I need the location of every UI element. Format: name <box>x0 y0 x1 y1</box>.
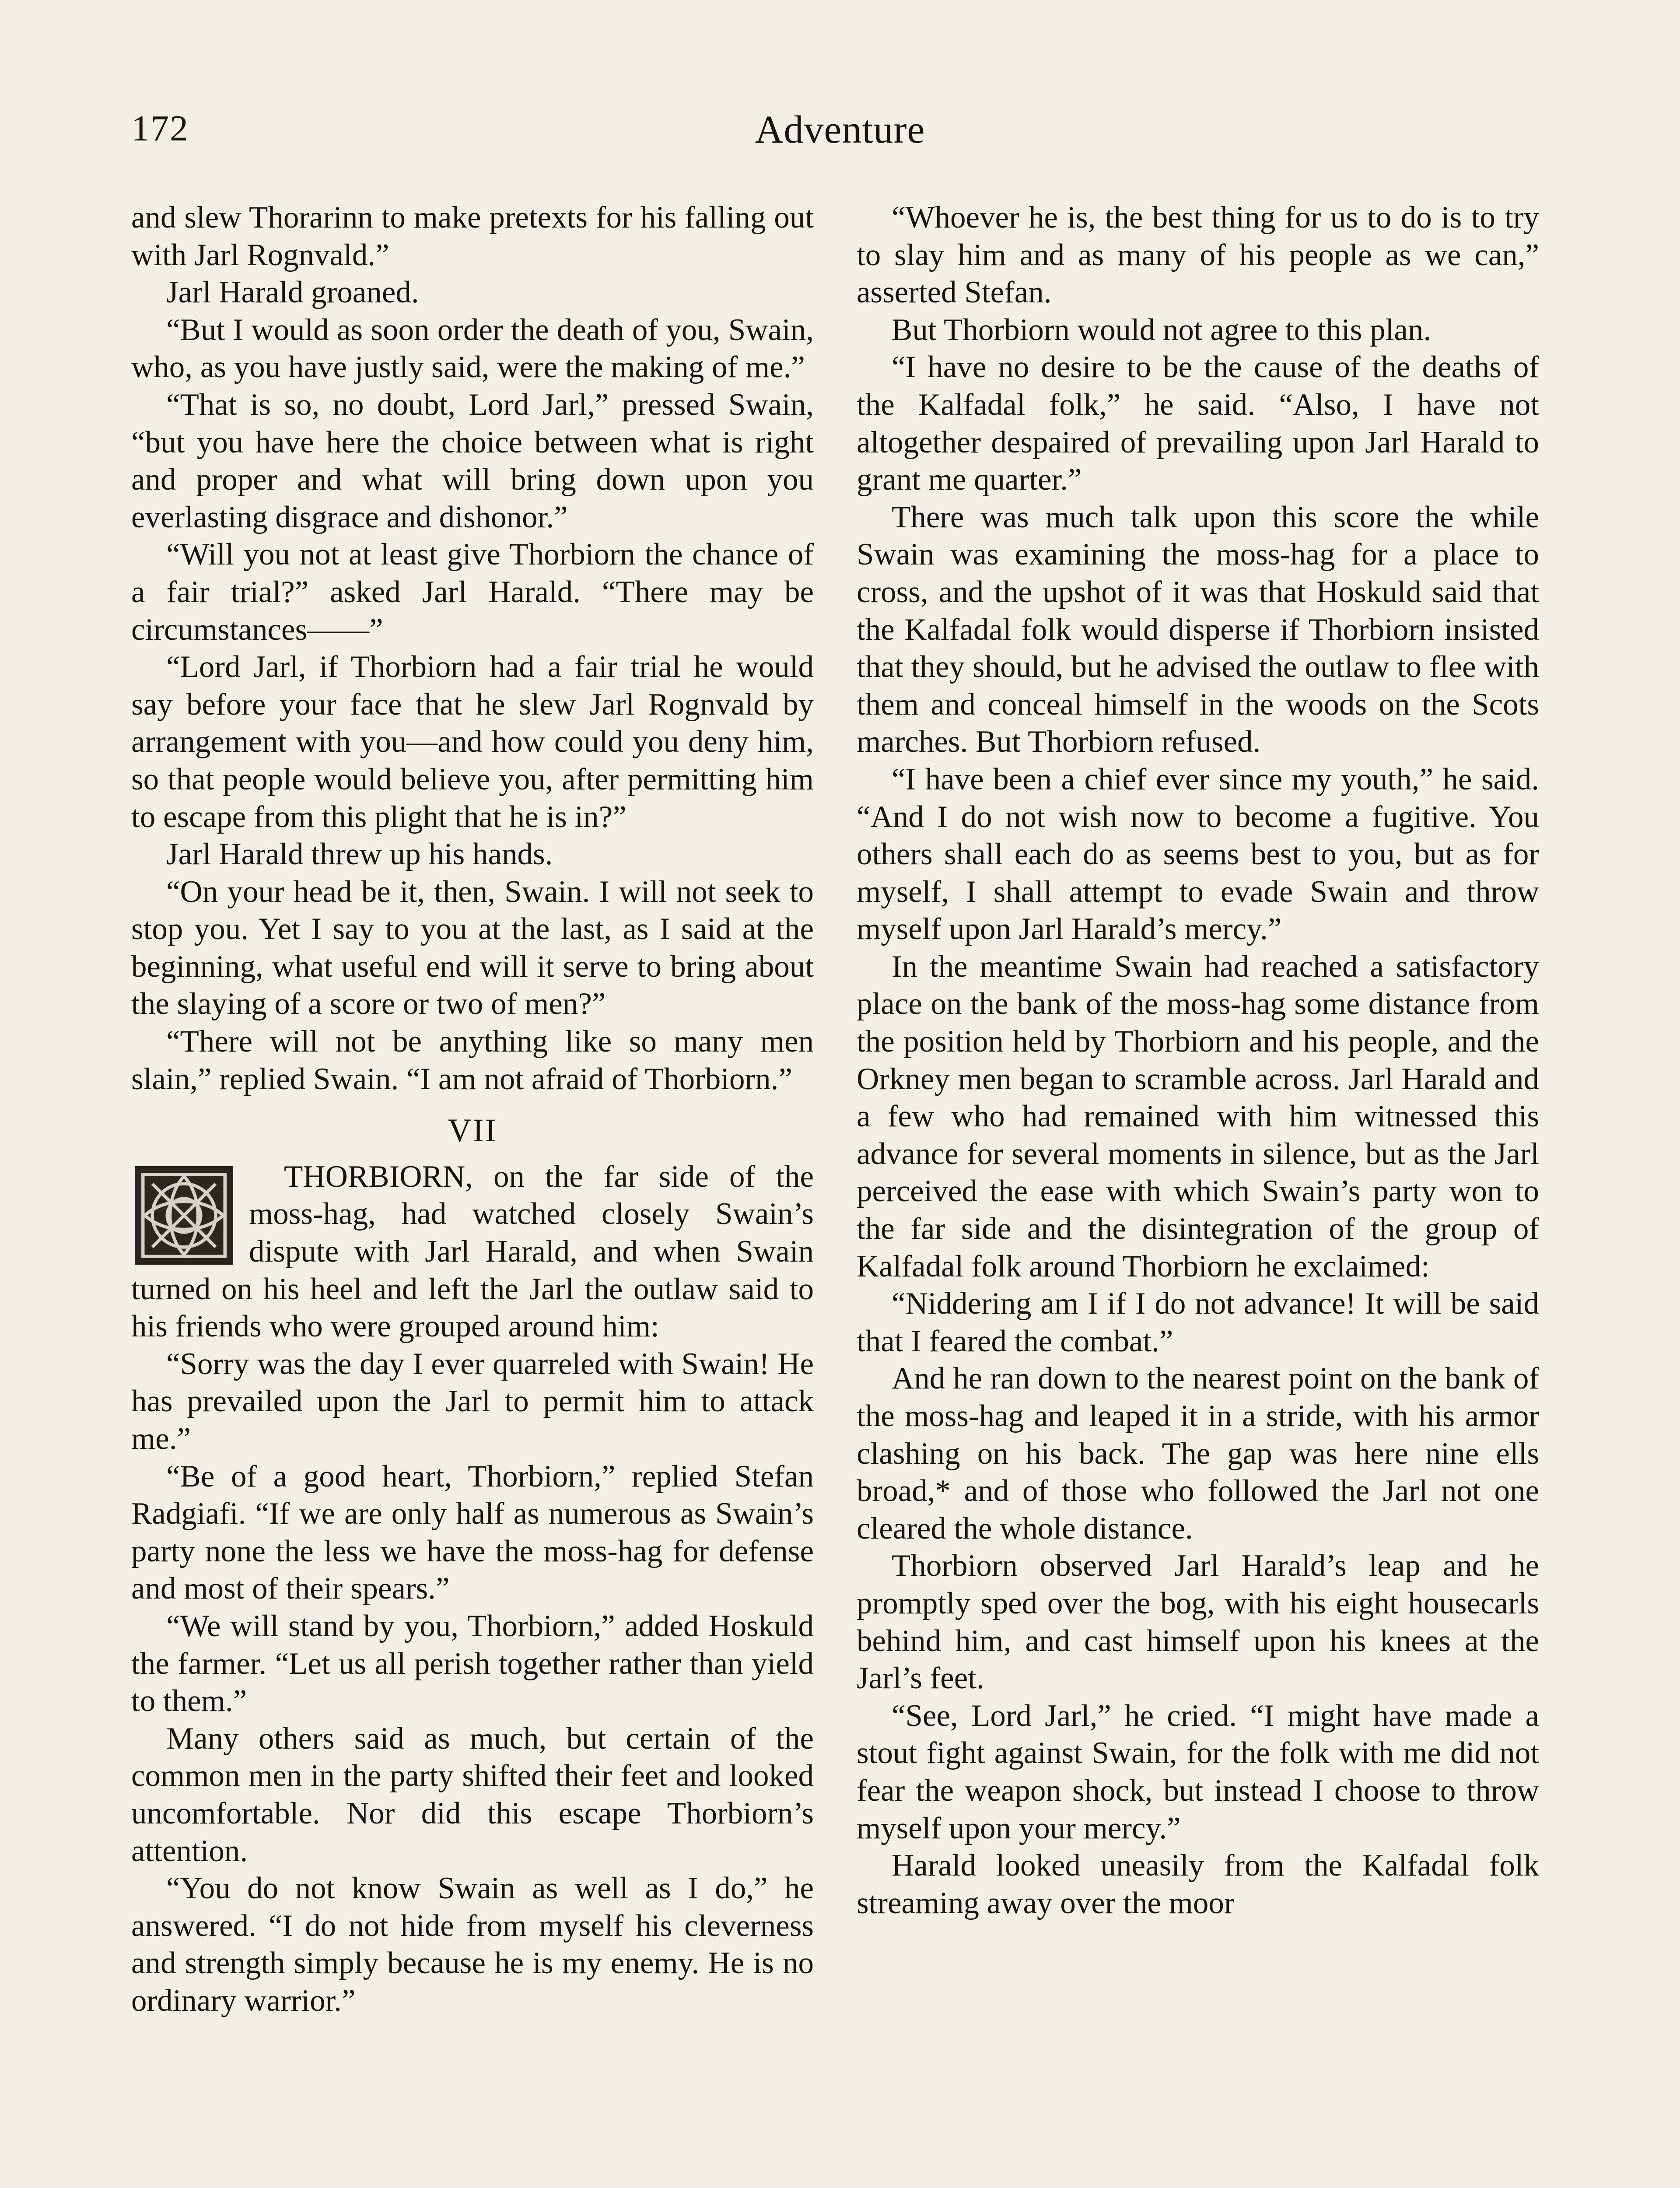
paragraph: “I have been a chief ever since my youth,” he said. “And I do not wish now to become a fugitive. You others shall each do as seems best to you, but as for myself, I shall attempt to evade Swain and throw myself upon Jarl Harald’s mercy.” <box>857 762 1539 947</box>
right-column <box>857 199 1539 1922</box>
page-number: 172 <box>131 108 189 149</box>
left-paragraphs-after <box>131 1346 814 2020</box>
paragraph: And he ran down to the nearest point on the bank of the moss-hag and leaped it in a stride, with his armor clashing on his back. The gap was here nine ells broad,* and of those who followed the Jarl not one cleared the whole distance. <box>857 1361 1539 1546</box>
right-paragraphs <box>857 199 1539 1922</box>
paragraph: “See, Lord Jarl,” he cried. “I might have made a stout fight against Swain, for the folk with me did not fear the weapon shock, but instead I choose to throw myself upon your mercy.” <box>857 1698 1539 1845</box>
paragraph: Jarl Harald threw up his hands. <box>166 837 553 872</box>
page-header <box>131 107 1549 164</box>
paragraph: There was much talk upon this score the while Swain was examining the moss-hag for a place to cross, and the upshot of it was that Hoskuld said that the Kalfadal folk would disperse if Thorbiorn insisted that they should, but he advised the outlaw to flee with them and conceal himself in the woods on the Scots marches. But Thorbiorn refused. <box>857 500 1539 759</box>
paragraph: “Be of a good heart, Thorbiorn,” replied Stefan Radgiafi. “If we are only half as numerous as Swain’s party none the less we have the moss-hag for defense and most of their spears.” <box>131 1459 814 1606</box>
paragraph: Many others said as much, but certain of the common men in the party shifted their feet and looked uncomfortable. Nor did this escape Thorbiorn’s attention. <box>131 1721 814 1868</box>
section-heading: VII <box>448 1112 497 1149</box>
dropcap-paragraph-text: THORBIORN, on the far side of the moss-hag, had watched closely Swain’s dispute with Jarl Harald, and when Swain turned on his heel and left the Jarl the outlaw said to his friends who were grouped around him: <box>131 1159 814 1344</box>
paragraph: Thorbiorn observed Jarl Harald’s leap and he promptly sped over the bog, with his eight housecarls behind him, and cast himself upon his knees at the Jarl’s feet. <box>857 1549 1539 1696</box>
paragraph: “On your head be it, then, Swain. I will not seek to stop you. Yet I say to you at the last, as I said at the beginning, what useful end will it serve to bring about the slaying of a score or two of men?” <box>131 874 814 1021</box>
paragraph: “Sorry was the day I ever quarreled with Swain! He has prevailed upon the Jarl to permit him to attack me.” <box>131 1346 814 1456</box>
paragraph: Jarl Harald groaned. <box>166 275 419 310</box>
paragraph: “Niddering am I if I do not advance! It will be said that I feared the combat.” <box>857 1287 1539 1358</box>
paragraph: “But I would as soon order the death of you, Swain, who, as you have justly said, were the making of me.” <box>131 312 814 385</box>
knotwork-ornament-icon <box>135 1166 233 1265</box>
left-column <box>131 199 814 2020</box>
paragraph: But Thorbiorn would not agree to this plan. <box>892 312 1432 347</box>
paragraph: “Lord Jarl, if Thorbiorn had a fair trial he would say before your face that he slew Jarl Rognvald by arrangement with you—and how could you deny him, so that people would believe you, after permitting him to escape from this plight that he is in?” <box>131 650 814 834</box>
paragraph: In the meantime Swain had reached a satisfactory place on the bank of the moss-hag some distance from the position held by Thorbiorn and his people, and the Orkney men began to scramble across. Jarl Harald and a few who had remained with him witnessed this advance for several moments in silence, but as the Jarl perceived the ease with which Swain’s party won to the far side and the disintegration of the group of Kalfadal folk around Thorbiorn he exclaimed: <box>857 949 1539 1283</box>
paragraph: “Will you not at least give Thorbiorn the chance of a fair trial?” asked Jarl Harald. “There may be circumstances——” <box>131 537 814 647</box>
paragraph: “Whoever he is, the best thing for us to do is to try to slay him and as many of his people as we can,” asserted Stefan. <box>857 200 1539 310</box>
running-head: Adventure <box>755 108 925 151</box>
left-paragraphs-before <box>131 199 814 1098</box>
paragraph: Harald looked uneasily from the Kalfadal folk streaming away over the moor <box>857 1848 1539 1920</box>
paragraph: “We will stand by you, Thorbiorn,” added Hoskuld the farmer. “Let us all perish together rather than yield to them.” <box>131 1609 814 1718</box>
paragraph: “I have no desire to be the cause of the deaths of the Kalfadal folk,” he said. “Also, I have not altogether despaired of prevailing upon Jarl Harald to grant me quarter.” <box>857 350 1539 497</box>
paragraph: “There will not be anything like so many men slain,” replied Swain. “I am not afraid of Thorbiorn.” <box>131 1024 814 1096</box>
paragraph: “That is so, no doubt, Lord Jarl,” pressed Swain, “but you have here the choice between what is right and proper and what will bring down upon you everlasting disgrace and dishonor.” <box>131 387 814 534</box>
paragraph: “You do not know Swain as well as I do,” he answered. “I do not hide from myself his cleverness and strength simply because he is my enemy. He is no ordinary warrior.” <box>131 1871 814 2018</box>
paragraph: and slew Thorarinn to make pretexts for his falling out with Jarl Rognvald.” <box>131 200 814 272</box>
dropcap-paragraph <box>131 1158 814 1346</box>
